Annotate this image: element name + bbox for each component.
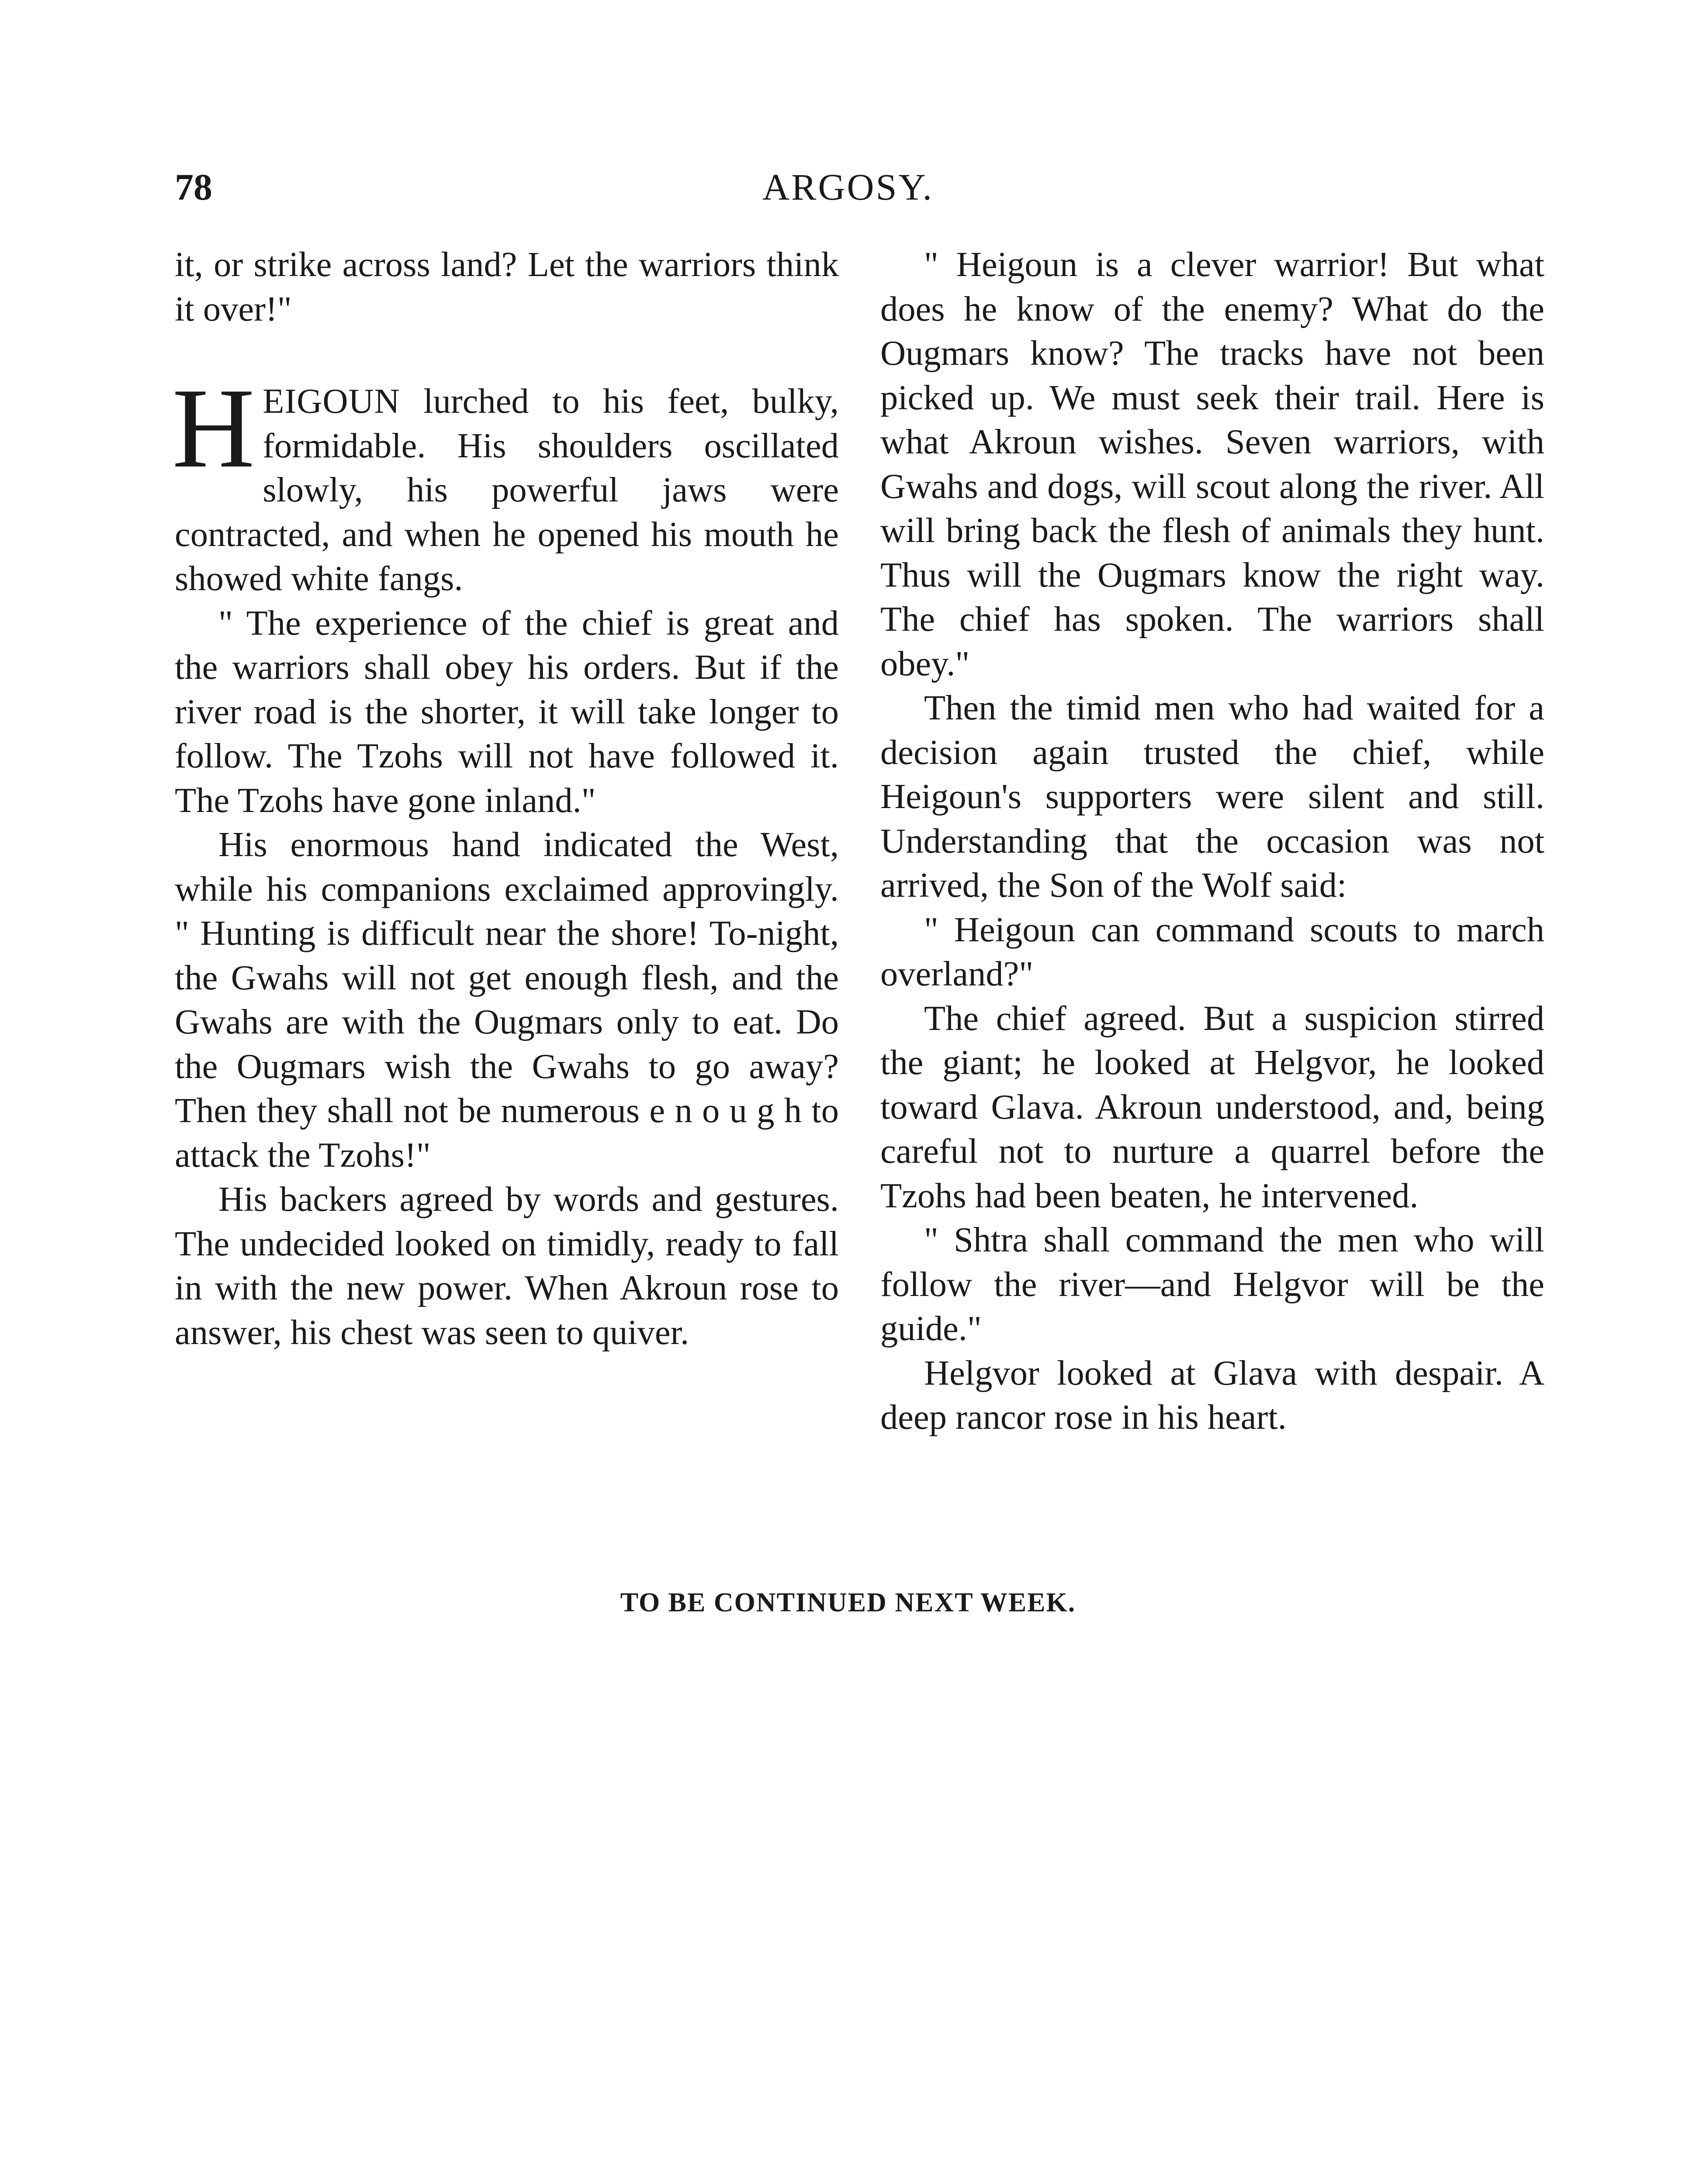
running-title: ARGOSY. (762, 166, 934, 208)
paragraph: it, or strike across land? Let the warriors think it over!" (175, 245, 839, 328)
paragraph: His enormous hand indicated the West, while his companions exclaimed approvingly. " Hunting is difficult near the shore! To-night, the Gwahs will not get enough flesh, and the Gwahs are with the Ougmars only to eat. Do the Ougmars wish the Gwahs to go away? Then they shall not be numerous e n o u g h to attack the Tzohs!" (175, 825, 839, 1175)
paragraph-text: lurched to his feet, bulky, formidable. His shoulders oscillated slowly, his powerful jaws were contracted, and when he opened his mouth he showed white fangs. (175, 382, 839, 598)
paragraph: Then the timid men who had waited for a decision again trusted the chief, while Heigoun's supporters were silent and still. Understanding that the occasion was not arrived, the Son of the Wolf said: (880, 688, 1544, 905)
paragraph-drop-cap (172, 365, 839, 601)
paragraph: Helgvor looked at Glava with despair. A deep rancor rose in his heart. (880, 1353, 1544, 1437)
paragraph: The chief agreed. But a suspicion stirred the giant; he looked at Helgvor, he looked toward Glava. Akroun understood, and, being careful not to nurture a quarrel before the Tzohs had been beaten, he intervened. (880, 999, 1544, 1215)
drop-cap-lead-word: EIGOUN (263, 382, 400, 421)
left-column (172, 242, 839, 1355)
drop-cap-letter: H (172, 365, 255, 491)
paragraph: " Heigoun is a clever warrior! But what does he know of the enemy? What do the Ougmars know? The tracks have not been picked up. We must seek their trail. Here is what Akroun wishes. Seven warriors, with Gwahs and dogs, will scout along the river. All will bring back the flesh of animals they hunt. Thus will the Ougmars know the right way. The chief has spoken. The warriors shall obey." (880, 245, 1544, 683)
page-number: 78 (175, 166, 212, 208)
continued-notice: TO BE CONTINUED NEXT WEEK. (620, 1588, 1076, 1617)
paragraph: " Shtra shall command the men who will follow the river—and Helgvor will be the guide." (880, 1220, 1544, 1348)
paragraph: " Heigoun can command scouts to march overland?" (880, 910, 1544, 993)
paragraph: " The experience of the chief is great and the warriors shall obey his orders. But if the river road is the shorter, it will take longer to follow. The Tzohs will not have followed it. The Tzohs have gone inland." (175, 603, 839, 820)
paragraph: His backers agreed by words and gestures. The undecided looked on timidly, ready to fall in with the new power. When Akroun rose to answer, his chest was seen to quiver. (175, 1180, 839, 1352)
right-column (880, 242, 1544, 1440)
